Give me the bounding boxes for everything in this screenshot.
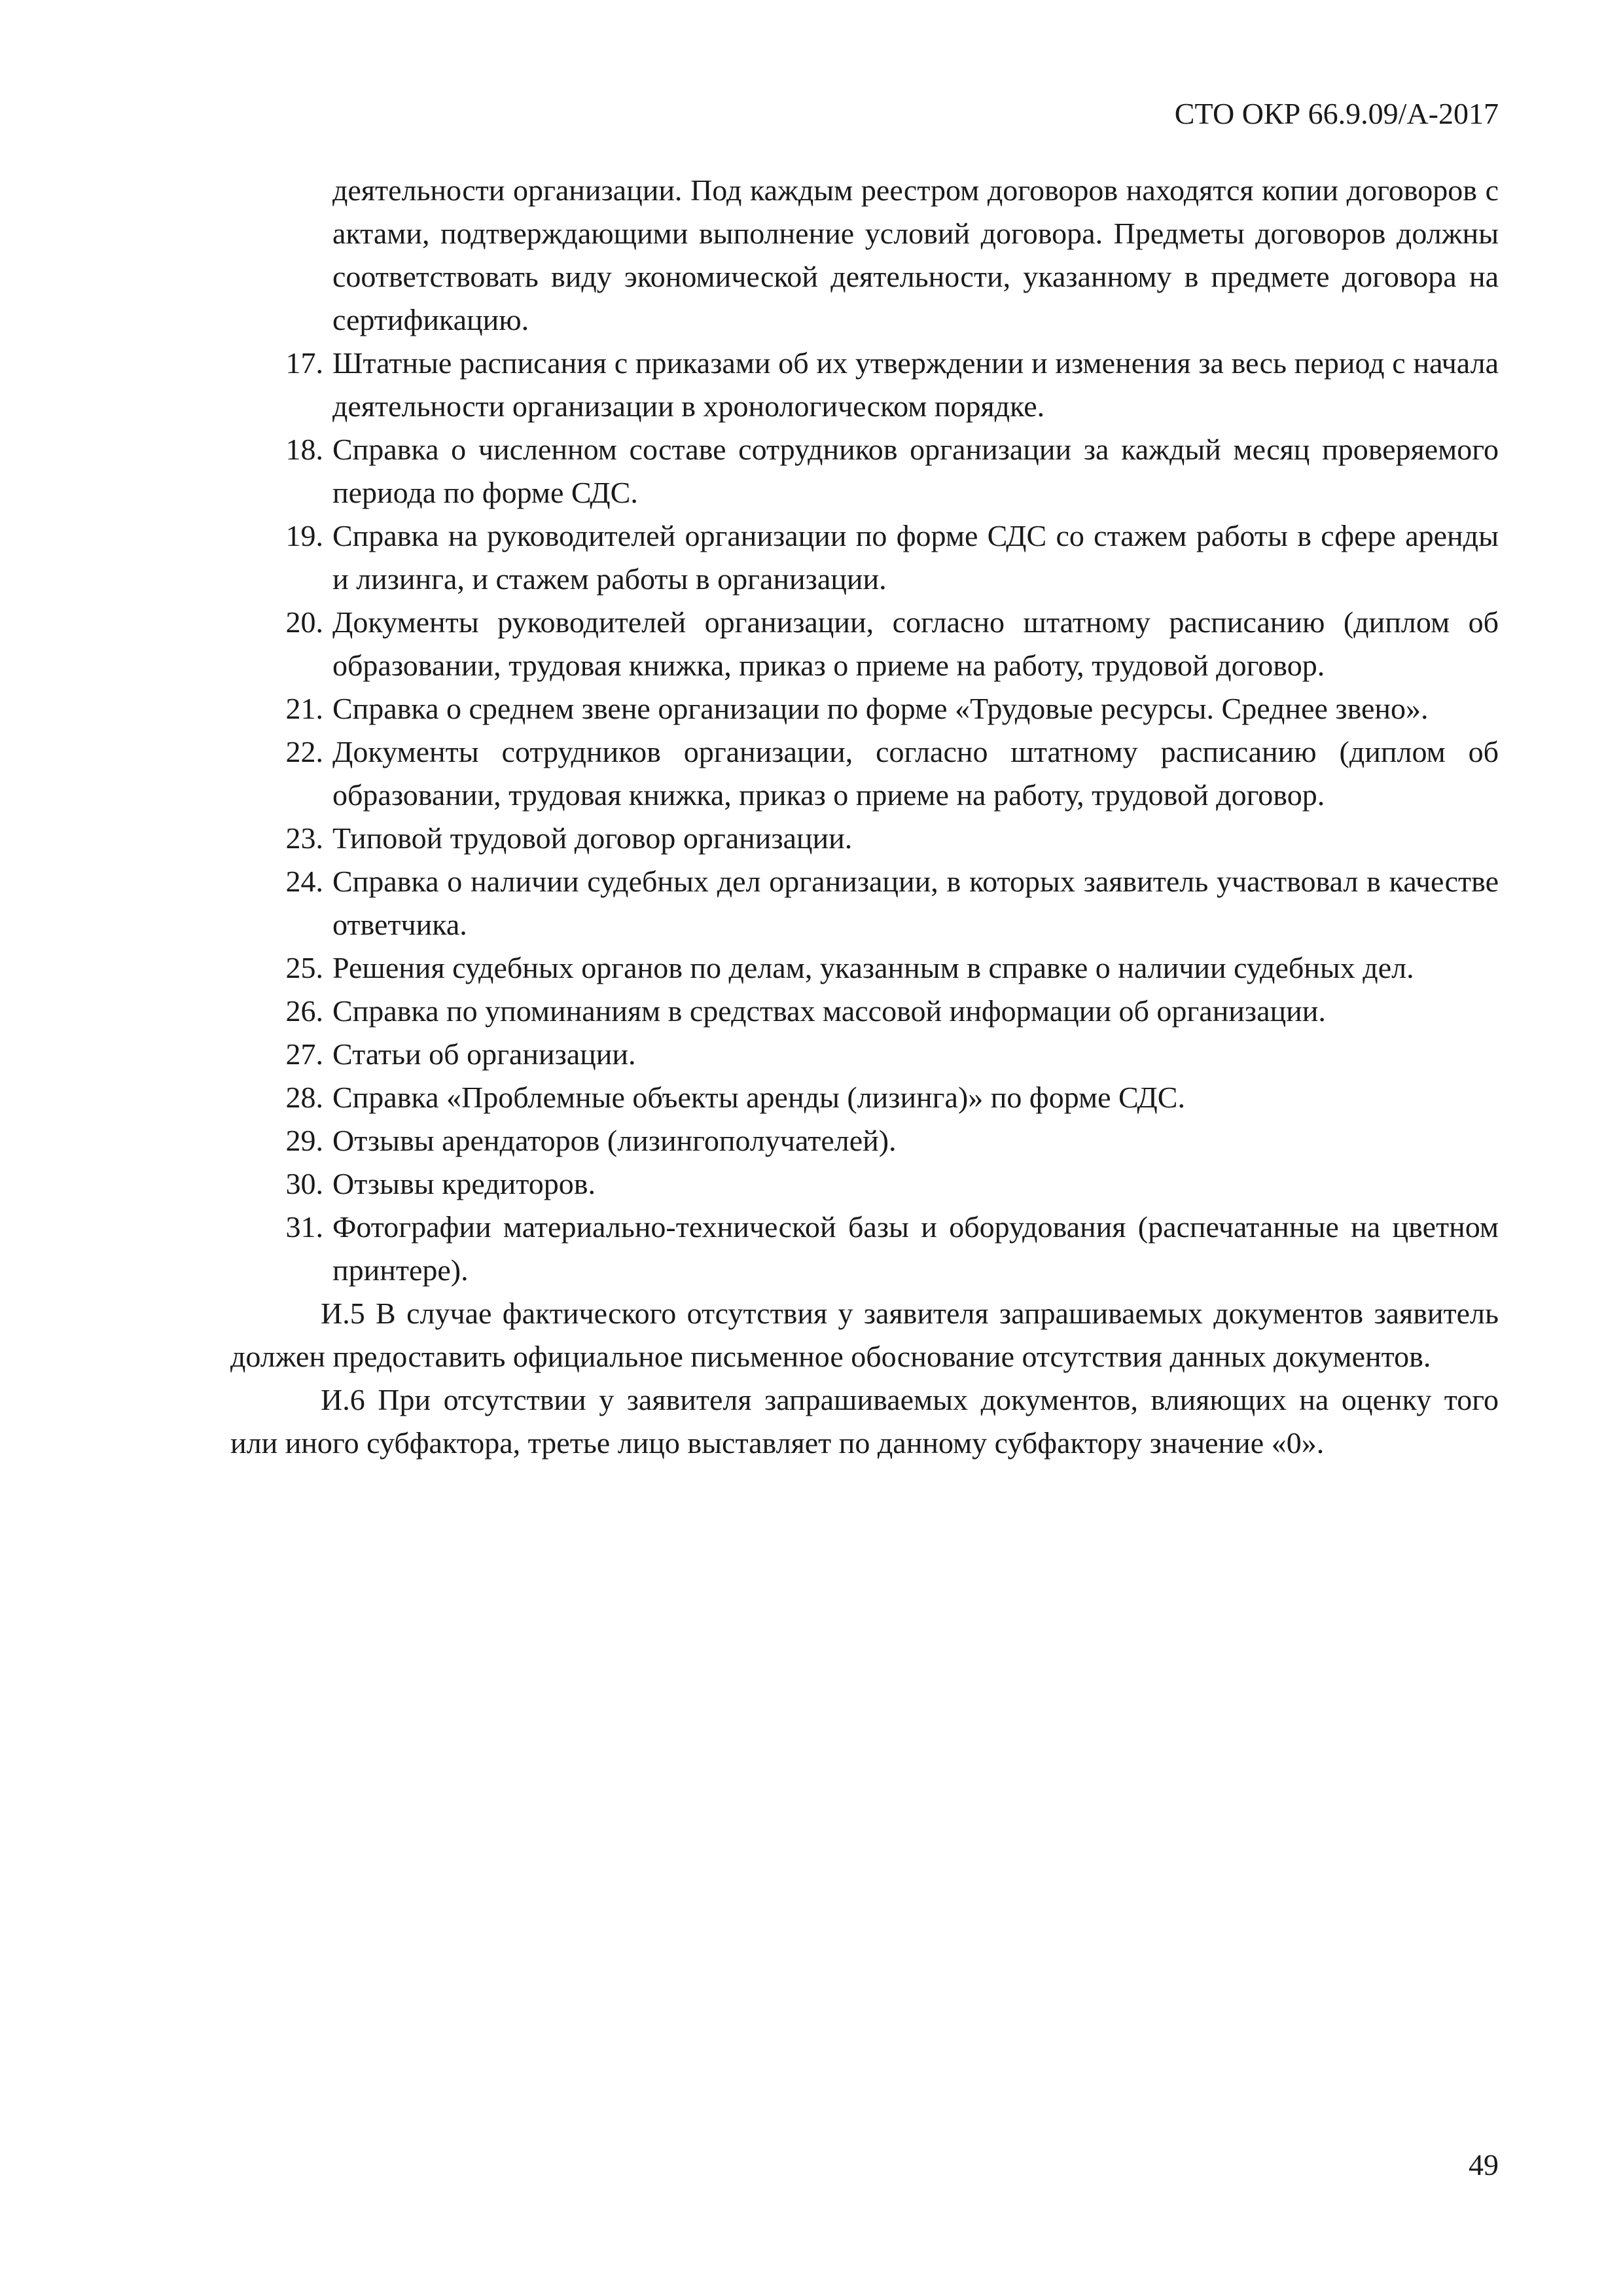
- list-item: [230, 342, 1499, 428]
- document-body: [230, 169, 1499, 1465]
- continued-list-item-text: деятельности организации. Под каждым реестром договоров находятся копии договоров с актами, подтверждающими выполнение условий договора. Предметы договоров должны соответствовать виду экономической деятельности, указанному в предмете договора на сертификацию.: [332, 173, 1499, 336]
- list-item-number: 19.: [285, 519, 323, 552]
- list-item: [230, 687, 1499, 730]
- list-item: [230, 946, 1499, 990]
- list-item-text: Документы сотрудников организации, согласно штатному расписанию (диплом об образовании, трудовая книжка, приказ о приеме на работу, трудовой договор.: [332, 735, 1499, 812]
- list-item-text: Фотографии материально-технической базы и оборудования (распечатанные на цветном принтере).: [332, 1210, 1499, 1287]
- list-item-text: Документы руководителей организации, согласно штатному расписанию (диплом об образовании, трудовая книжка, приказ о приеме на работу, трудовой договор.: [332, 605, 1499, 682]
- list-item-number: 23.: [285, 821, 323, 855]
- list-item-text: Справка по упоминаниям в средствах массовой информации об организации.: [332, 994, 1326, 1028]
- list-item-number: 31.: [285, 1210, 323, 1244]
- paragraph-i6: И.6 При отсутствии у заявителя запрашиваемых документов, влияющих на оценку того или иного субфактора, третье лицо выставляет по данному субфактору значение «0».: [230, 1383, 1499, 1460]
- list-item-number: 26.: [285, 994, 323, 1028]
- list-item: [230, 1119, 1499, 1162]
- list-item: [230, 730, 1499, 817]
- list-item: [230, 1076, 1499, 1119]
- list-item-number: 30.: [285, 1167, 323, 1200]
- list-item-text: Справка о численном составе сотрудников организации за каждый месяц проверяемого периода по форме СДС.: [332, 433, 1499, 509]
- list-item: [230, 860, 1499, 946]
- list-item-number: 21.: [285, 692, 323, 725]
- list-item-text: Статьи об организации.: [332, 1037, 636, 1071]
- document-code-header: СТО ОКР 66.9.09/А-2017: [1174, 97, 1499, 130]
- list-item-text: Справка на руководителей организации по форме СДС со стажем работы в сфере аренды и лизинга, и стажем работы в организации.: [332, 519, 1499, 596]
- list-item-number: 27.: [285, 1037, 323, 1071]
- list-item-text: Справка о среднем звене организации по форме «Трудовые ресурсы. Среднее звено».: [332, 692, 1429, 725]
- paragraph-i5: И.5 В случае фактического отсутствия у заявителя запрашиваемых документов заявитель должен предоставить официальное письменное обоснование отсутствия данных документов.: [230, 1297, 1499, 1373]
- list-item: [230, 1162, 1499, 1206]
- list-item-text: Отзывы кредиторов.: [332, 1167, 596, 1200]
- list-item-number: 24.: [285, 865, 323, 898]
- list-item-number: 22.: [285, 735, 323, 768]
- list-item-text: Типовой трудовой договор организации.: [332, 821, 853, 855]
- list-item: [230, 1206, 1499, 1292]
- list-item: [230, 1033, 1499, 1076]
- list-item-number: 28.: [285, 1081, 323, 1114]
- list-item-number: 17.: [285, 346, 323, 380]
- page-number: 49: [1469, 2148, 1499, 2181]
- list-item: [230, 817, 1499, 860]
- list-item-text: Штатные расписания с приказами об их утверждении и изменения за весь период с начала деятельности организации в хронологическом порядке.: [332, 346, 1499, 423]
- list-item: [230, 601, 1499, 687]
- list-item-number: 29.: [285, 1124, 323, 1157]
- list-item: [230, 514, 1499, 601]
- list-item-text: Решения судебных органов по делам, указанным в справке о наличии судебных дел.: [332, 951, 1414, 984]
- list-item: [230, 990, 1499, 1033]
- required-documents-list: [230, 342, 1499, 1292]
- list-item-text: Справка «Проблемные объекты аренды (лизинга)» по форме СДС.: [332, 1081, 1185, 1114]
- list-item-text: Отзывы арендаторов (лизингополучателей).: [332, 1124, 897, 1157]
- list-item-number: 18.: [285, 433, 323, 466]
- list-item-number: 25.: [285, 951, 323, 984]
- list-item: [230, 428, 1499, 514]
- list-item-text: Справка о наличии судебных дел организации, в которых заявитель участвовал в качестве ответчика.: [332, 865, 1499, 941]
- list-item-number: 20.: [285, 605, 323, 639]
